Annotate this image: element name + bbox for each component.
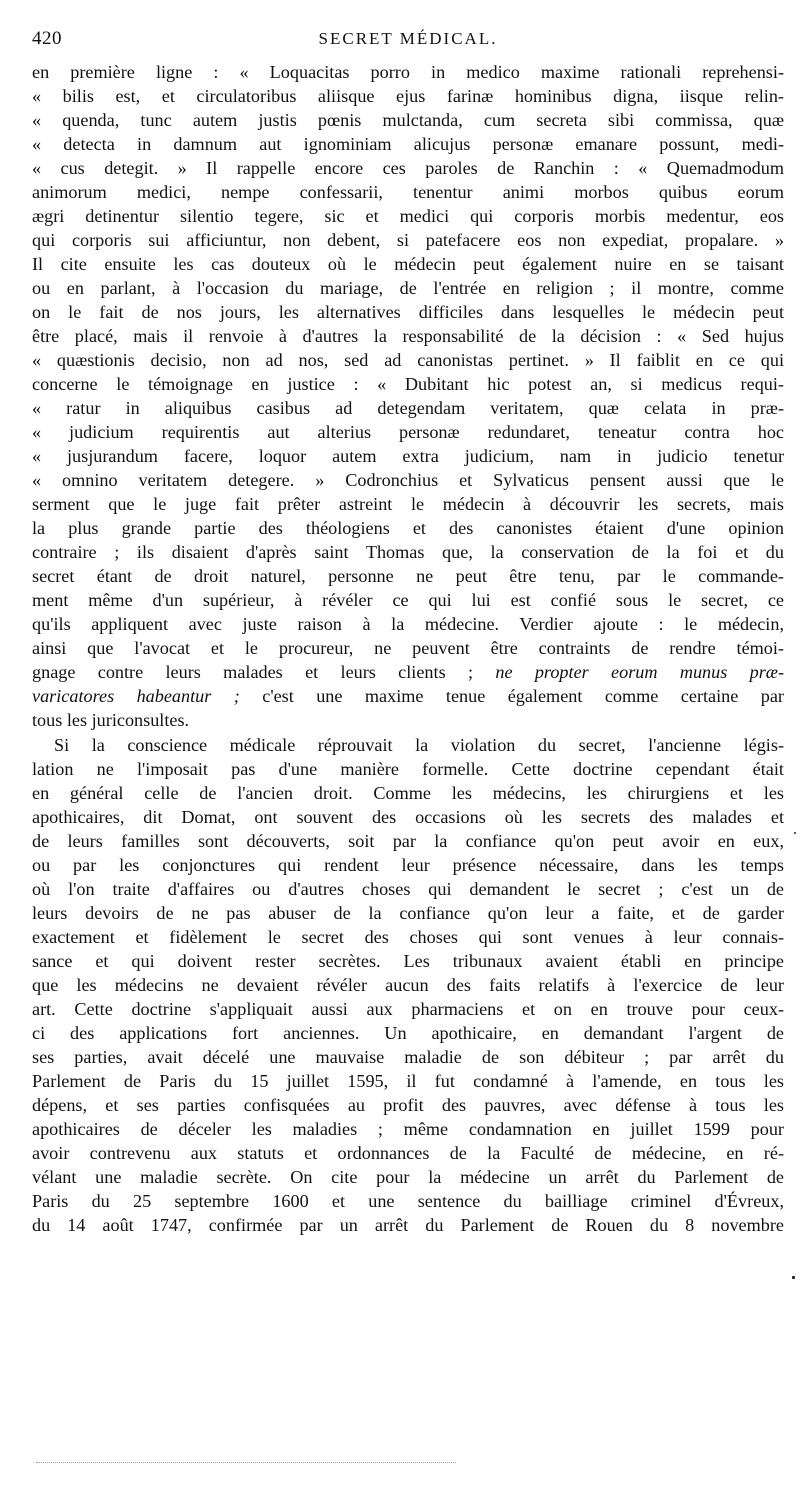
italic-latin-phrase: varicatores habeantur ;: [32, 686, 240, 706]
text-line: où l'on traite d'affaires ou d'autres choses qui demandent le secret ; c'est un de: [32, 879, 784, 899]
margin-speck: [792, 1276, 795, 1279]
body-text: [32, 60, 784, 1237]
text-line: animorum medici, nempe confessarii, tenentur animi morbos quibus eorum: [32, 182, 784, 202]
text-line: être placé, mais il renvoie à d'autres la responsabilité de la décision : « Sed hujus: [32, 326, 784, 346]
document-page: [32, 28, 784, 1237]
text-line: avoir contrevenu aux statuts et ordonnances de la Faculté de médecine, en ré-: [32, 1143, 784, 1163]
text-line: qui corporis sui afficiuntur, non debent, si patefacere eos non expediat, propalare. »: [32, 230, 784, 250]
text-line: en première ligne : « Loquacitas porro in medico maxime rationali reprehensi-: [32, 62, 784, 82]
text-line: en général celle de l'ancien droit. Comme les médecins, les chirurgiens et les: [32, 783, 784, 803]
text-line: la plus grande partie des théologiens et des canonistes étaient d'une opinion: [32, 518, 784, 538]
page-number: 420: [32, 28, 62, 49]
text-line: sance et qui doivent rester secrètes. Les tribunaux avaient établi en principe: [32, 951, 784, 971]
text-line: ses parties, avait décelé une mauvaise maladie de son débiteur ; par arrêt du: [32, 1047, 784, 1067]
text-line: ci des applications fort anciennes. Un apothicaire, en demandant l'argent de: [32, 1023, 784, 1043]
text-line: Paris du 25 septembre 1600 et une sentence du bailliage criminel d'Évreux,: [32, 1191, 784, 1211]
text-span: gnage contre leurs malades et leurs clients ;: [32, 662, 474, 682]
text-line: « quæstionis decisio, non ad nos, sed ad canonistas pertinet. » Il faiblit en ce qui: [32, 350, 784, 370]
italic-latin-phrase: ne propter eorum munus præ-: [495, 662, 784, 682]
text-line: ou en parlant, à l'occasion du mariage, de l'entrée en religion ; il montre, comme: [32, 278, 784, 298]
text-line: Il cite ensuite les cas douteux où le médecin peut également nuire en se taisant: [32, 254, 784, 274]
text-line: qu'ils appliquent avec juste raison à la médecine. Verdier ajoute : le médecin,: [32, 614, 784, 634]
text-line: du 14 août 1747, confirmée par un arrêt du Parlement de Rouen du 8 novembre: [32, 1215, 784, 1235]
text-line: « cus detegit. » Il rappelle encore ces paroles de Ranchin : « Quemadmodum: [32, 158, 784, 178]
text-line: ainsi que l'avocat et le procureur, ne peuvent être contraints de rendre témoi-: [32, 638, 784, 658]
text-line: dépens, et ses parties confisquées au profit des pauvres, avec défense à tous les: [32, 1095, 784, 1115]
text-line: contraire ; ils disaient d'après saint Thomas que, la conservation de la foi et du: [32, 542, 784, 562]
text-line: art. Cette doctrine s'appliquait aussi aux pharmaciens et on en trouve pour ceux-: [32, 999, 784, 1019]
text-line: exactement et fidèlement le secret des choses qui sont venues à leur connais-: [32, 927, 784, 947]
text-line: « ratur in aliquibus casibus ad detegendam veritatem, quæ celata in præ-: [32, 398, 784, 418]
text-line: [32, 660, 784, 684]
text-line: leurs devoirs de ne pas abuser de la confiance qu'on leur a faite, et de garder: [32, 903, 784, 923]
text-line: ou par les conjonctures qui rendent leur présence nécessaire, dans les temps: [32, 855, 784, 875]
text-line: apothicaires de déceler les maladies ; même condamnation en juillet 1599 pour: [32, 1119, 784, 1139]
text-line: « jusjurandum facere, loquor autem extra judicium, nam in judicio tenetur: [32, 446, 784, 466]
text-span: c'est une maxime tenue également comme certaine par: [239, 686, 784, 706]
text-line: Parlement de Paris du 15 juillet 1595, il fut condamné à l'amende, en tous les: [32, 1071, 784, 1091]
text-line: « judicium requirentis aut alterius personæ redundaret, teneatur contra hoc: [32, 422, 784, 442]
text-line: concerne le témoignage en justice : « Dubitant hic potest an, si medicus requi-: [32, 374, 784, 394]
scan-noise-line: [36, 1462, 456, 1466]
text-line: secret étant de droit naturel, personne ne peut être tenu, par le commande-: [32, 566, 784, 586]
text-line: « quenda, tunc autem justis pœnis mulctanda, cum secreta sibi commissa, quæ: [32, 110, 784, 130]
text-line: ment même d'un supérieur, à révéler ce qui lui est confié sous le secret, ce: [32, 590, 784, 610]
text-line: « omnino veritatem detegere. » Codronchius et Sylvaticus pensent aussi que le: [32, 470, 784, 490]
margin-speck: [794, 832, 796, 834]
text-line: tous les juriconsultes.: [32, 710, 190, 730]
text-line: vélant une maladie secrète. On cite pour la médecine un arrêt du Parlement de: [32, 1167, 784, 1187]
text-line: serment que le juge fait prêter astreint le médecin à découvrir les secrets, mais: [32, 494, 784, 514]
text-line: lation ne l'imposait pas d'une manière formelle. Cette doctrine cependant était: [32, 759, 784, 779]
text-line: on le fait de nos jours, les alternatives difficiles dans lesquelles le médecin peut: [32, 302, 784, 322]
text-line: que les médecins ne devaient révéler aucun des faits relatifs à l'exercice de leur: [32, 975, 784, 995]
text-line: apothicaires, dit Domat, ont souvent des occasions où les secrets des malades et: [32, 807, 784, 827]
text-line: Si la conscience médicale réprouvait la violation du secret, l'ancienne légis-: [54, 735, 784, 755]
page-header: [32, 28, 784, 58]
text-line: « bilis est, et circulatoribus aliisque ejus farinæ hominibus digna, iisque relin-: [32, 86, 784, 106]
text-line: de leurs familles sont découverts, soit par la confiance qu'on peut avoir en eux,: [32, 831, 784, 851]
running-head: SECRET MÉDICAL.: [318, 29, 498, 48]
text-line: ægri detinentur silentio tegere, sic et medici qui corporis morbis medentur, eos: [32, 206, 784, 226]
text-line: « detecta in damnum aut ignominiam alicujus personæ emanare possunt, medi-: [32, 134, 784, 154]
text-line: [32, 684, 784, 708]
